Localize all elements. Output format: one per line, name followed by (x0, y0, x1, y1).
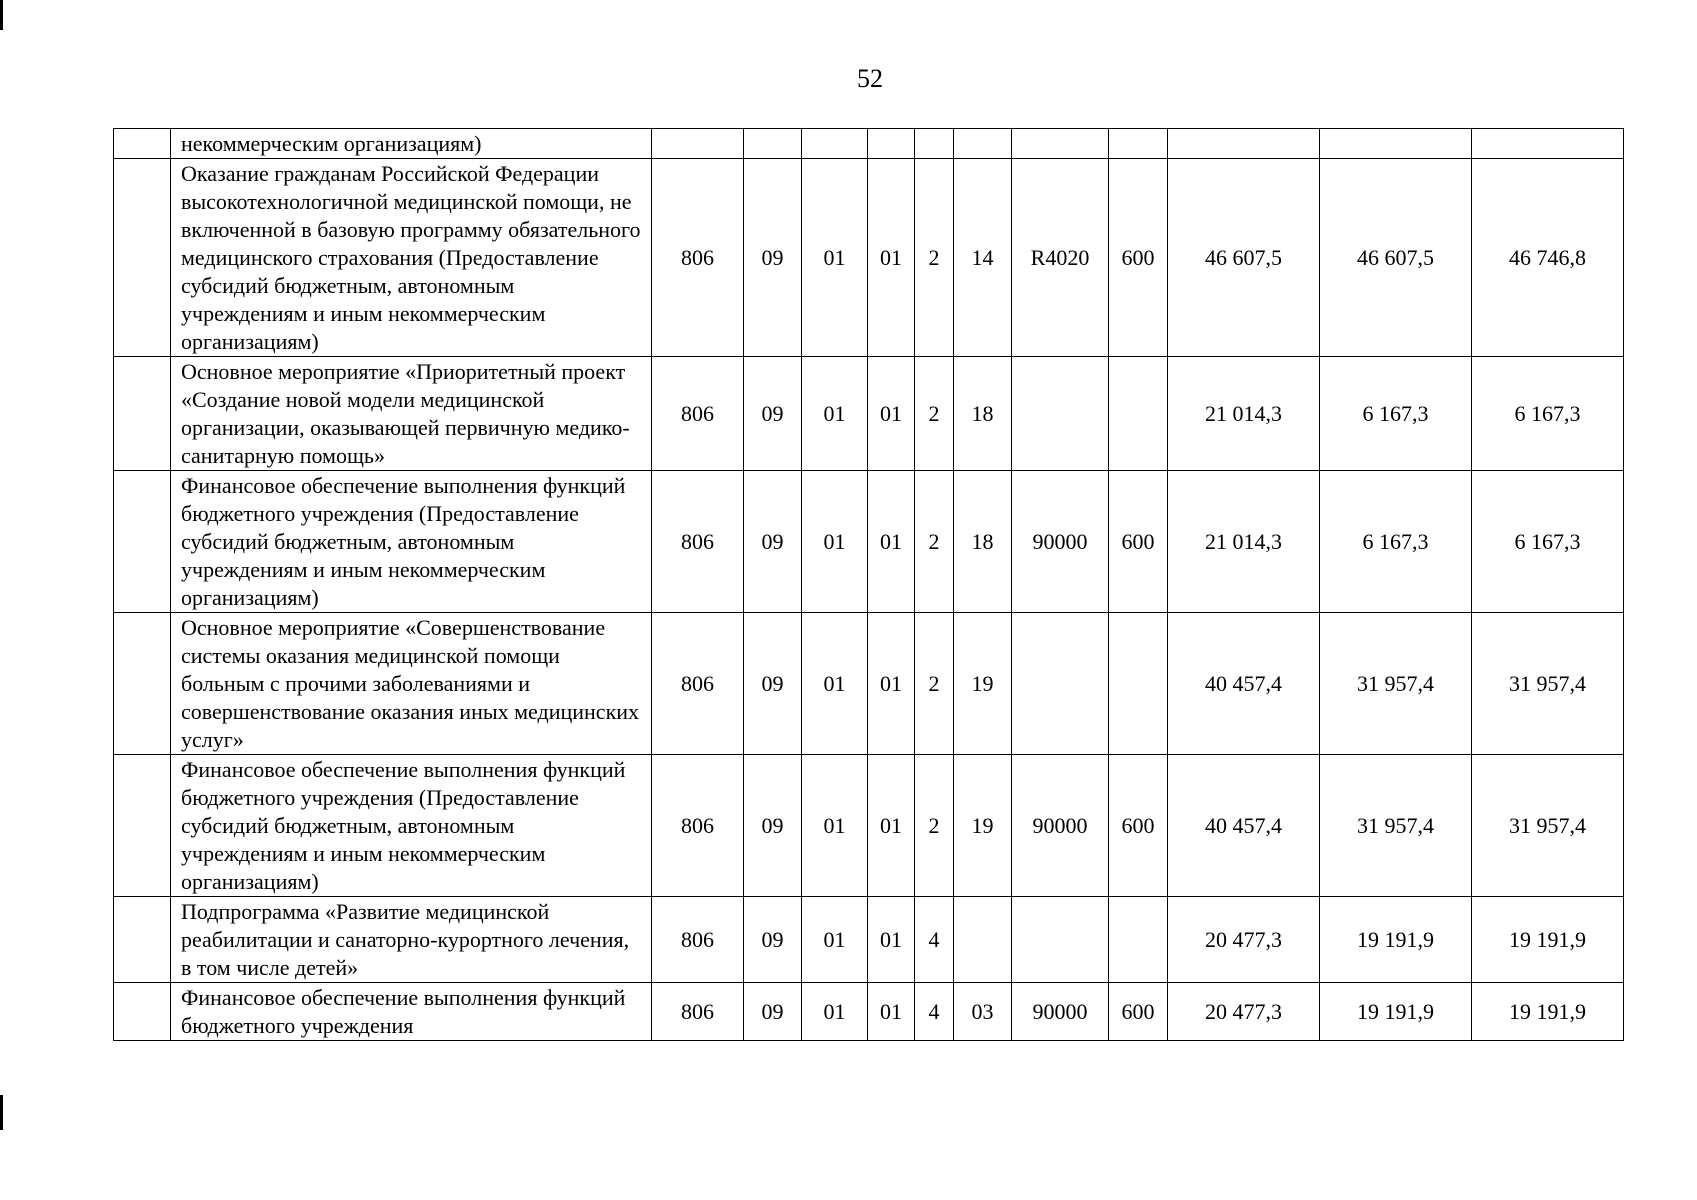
description-cell: Финансовое обеспечение выполнения функций бюджетного учреждения (Предоставление субсидий бюджетным, автономным учреждениям и иным некоммерческим организациям) (171, 755, 652, 897)
expense-type-cell (1109, 357, 1168, 471)
page-number: 52 (857, 64, 883, 93)
event-code-cell: 19 (954, 613, 1012, 755)
description-cell: Финансовое обеспечение выполнения функций бюджетного учреждения (171, 983, 652, 1041)
subprogram-code-cell: 4 (915, 983, 954, 1041)
amount-year1-cell (1168, 129, 1320, 159)
section-code-cell: 09 (744, 471, 802, 613)
direction-code-cell (1012, 613, 1109, 755)
ministry-code-cell: 806 (652, 471, 744, 613)
program-code-cell: 01 (868, 755, 915, 897)
expense-type-cell: 600 (1109, 159, 1168, 357)
expense-type-cell: 600 (1109, 471, 1168, 613)
amount-year3-cell: 19 191,9 (1472, 983, 1624, 1041)
table-row (114, 129, 1624, 159)
scan-edge-mark (0, 0, 3, 30)
event-code-cell: 14 (954, 159, 1012, 357)
scan-edge-mark (0, 1095, 3, 1130)
description-cell: Основное мероприятие «Совершенствование системы оказания медицинской помощи больным с прочими заболеваниями и совершенствование оказания иных медицинских услуг» (171, 613, 652, 755)
amount-year3-cell: 31 957,4 (1472, 613, 1624, 755)
ministry-code-cell (652, 129, 744, 159)
budget-table (113, 128, 1624, 1041)
subprogram-code-cell: 2 (915, 357, 954, 471)
subprogram-code-cell: 2 (915, 471, 954, 613)
description-cell: Оказание гражданам Российской Федерации высокотехнологичной медицинской помощи, не включенной в базовую программу обязательного медицинского страхования (Предоставление субсидий бюджетным, автономным учреждениям и иным некоммерческим организациям) (171, 159, 652, 357)
expense-type-cell: 600 (1109, 983, 1168, 1041)
subprogram-code-cell: 2 (915, 159, 954, 357)
description-cell: Основное мероприятие «Приоритетный проект «Создание новой модели медицинской организации, оказывающей первичную медико-санитарную помощь» (171, 357, 652, 471)
direction-code-cell (1012, 357, 1109, 471)
amount-year1-cell: 21 014,3 (1168, 471, 1320, 613)
amount-year2-cell (1320, 129, 1472, 159)
amount-year2-cell: 19 191,9 (1320, 897, 1472, 983)
row-index-cell (114, 983, 171, 1041)
amount-year2-cell: 31 957,4 (1320, 613, 1472, 755)
section-code-cell: 09 (744, 897, 802, 983)
section-code-cell (744, 129, 802, 159)
program-code-cell: 01 (868, 897, 915, 983)
subsection-code-cell: 01 (802, 357, 868, 471)
amount-year2-cell: 19 191,9 (1320, 983, 1472, 1041)
amount-year2-cell: 46 607,5 (1320, 159, 1472, 357)
direction-code-cell: R4020 (1012, 159, 1109, 357)
section-code-cell: 09 (744, 755, 802, 897)
section-code-cell: 09 (744, 159, 802, 357)
direction-code-cell: 90000 (1012, 471, 1109, 613)
subsection-code-cell: 01 (802, 613, 868, 755)
event-code-cell: 03 (954, 983, 1012, 1041)
subprogram-code-cell: 2 (915, 613, 954, 755)
row-index-cell (114, 613, 171, 755)
table-row (114, 897, 1624, 983)
amount-year2-cell: 6 167,3 (1320, 471, 1472, 613)
event-code-cell: 18 (954, 357, 1012, 471)
amount-year3-cell: 31 957,4 (1472, 755, 1624, 897)
amount-year3-cell: 46 746,8 (1472, 159, 1624, 357)
description-cell: некоммерческим организациям) (171, 129, 652, 159)
table-row (114, 471, 1624, 613)
amount-year1-cell: 20 477,3 (1168, 983, 1320, 1041)
amount-year2-cell: 6 167,3 (1320, 357, 1472, 471)
direction-code-cell (1012, 897, 1109, 983)
description-cell: Финансовое обеспечение выполнения функций бюджетного учреждения (Предоставление субсидий бюджетным, автономным учреждениям и иным некоммерческим организациям) (171, 471, 652, 613)
row-index-cell (114, 471, 171, 613)
row-index-cell (114, 897, 171, 983)
direction-code-cell: 90000 (1012, 755, 1109, 897)
ministry-code-cell: 806 (652, 983, 744, 1041)
subsection-code-cell: 01 (802, 983, 868, 1041)
ministry-code-cell: 806 (652, 755, 744, 897)
description-cell: Подпрограмма «Развитие медицинской реабилитации и санаторно-курортного лечения, в том числе детей» (171, 897, 652, 983)
subsection-code-cell: 01 (802, 897, 868, 983)
ministry-code-cell: 806 (652, 357, 744, 471)
subprogram-code-cell: 4 (915, 897, 954, 983)
table-row (114, 613, 1624, 755)
table-row (114, 357, 1624, 471)
event-code-cell (954, 129, 1012, 159)
subsection-code-cell: 01 (802, 755, 868, 897)
amount-year2-cell: 31 957,4 (1320, 755, 1472, 897)
row-index-cell (114, 755, 171, 897)
section-code-cell: 09 (744, 983, 802, 1041)
program-code-cell: 01 (868, 613, 915, 755)
ministry-code-cell: 806 (652, 159, 744, 357)
expense-type-cell: 600 (1109, 755, 1168, 897)
program-code-cell (868, 129, 915, 159)
subprogram-code-cell: 2 (915, 755, 954, 897)
amount-year1-cell: 46 607,5 (1168, 159, 1320, 357)
amount-year3-cell: 19 191,9 (1472, 897, 1624, 983)
row-index-cell (114, 129, 171, 159)
amount-year1-cell: 20 477,3 (1168, 897, 1320, 983)
table-row (114, 159, 1624, 357)
amount-year3-cell (1472, 129, 1624, 159)
expense-type-cell (1109, 613, 1168, 755)
program-code-cell: 01 (868, 471, 915, 613)
ministry-code-cell: 806 (652, 613, 744, 755)
program-code-cell: 01 (868, 357, 915, 471)
direction-code-cell (1012, 129, 1109, 159)
amount-year1-cell: 21 014,3 (1168, 357, 1320, 471)
expense-type-cell (1109, 129, 1168, 159)
ministry-code-cell: 806 (652, 897, 744, 983)
subsection-code-cell: 01 (802, 471, 868, 613)
subprogram-code-cell (915, 129, 954, 159)
direction-code-cell: 90000 (1012, 983, 1109, 1041)
row-index-cell (114, 357, 171, 471)
expense-type-cell (1109, 897, 1168, 983)
table-row (114, 755, 1624, 897)
section-code-cell: 09 (744, 613, 802, 755)
table-row (114, 983, 1624, 1041)
event-code-cell: 19 (954, 755, 1012, 897)
table-body (114, 129, 1624, 1041)
amount-year1-cell: 40 457,4 (1168, 755, 1320, 897)
section-code-cell: 09 (744, 357, 802, 471)
amount-year1-cell: 40 457,4 (1168, 613, 1320, 755)
subsection-code-cell (802, 129, 868, 159)
subsection-code-cell: 01 (802, 159, 868, 357)
row-index-cell (114, 159, 171, 357)
amount-year3-cell: 6 167,3 (1472, 357, 1624, 471)
event-code-cell (954, 897, 1012, 983)
program-code-cell: 01 (868, 159, 915, 357)
amount-year3-cell: 6 167,3 (1472, 471, 1624, 613)
program-code-cell: 01 (868, 983, 915, 1041)
event-code-cell: 18 (954, 471, 1012, 613)
